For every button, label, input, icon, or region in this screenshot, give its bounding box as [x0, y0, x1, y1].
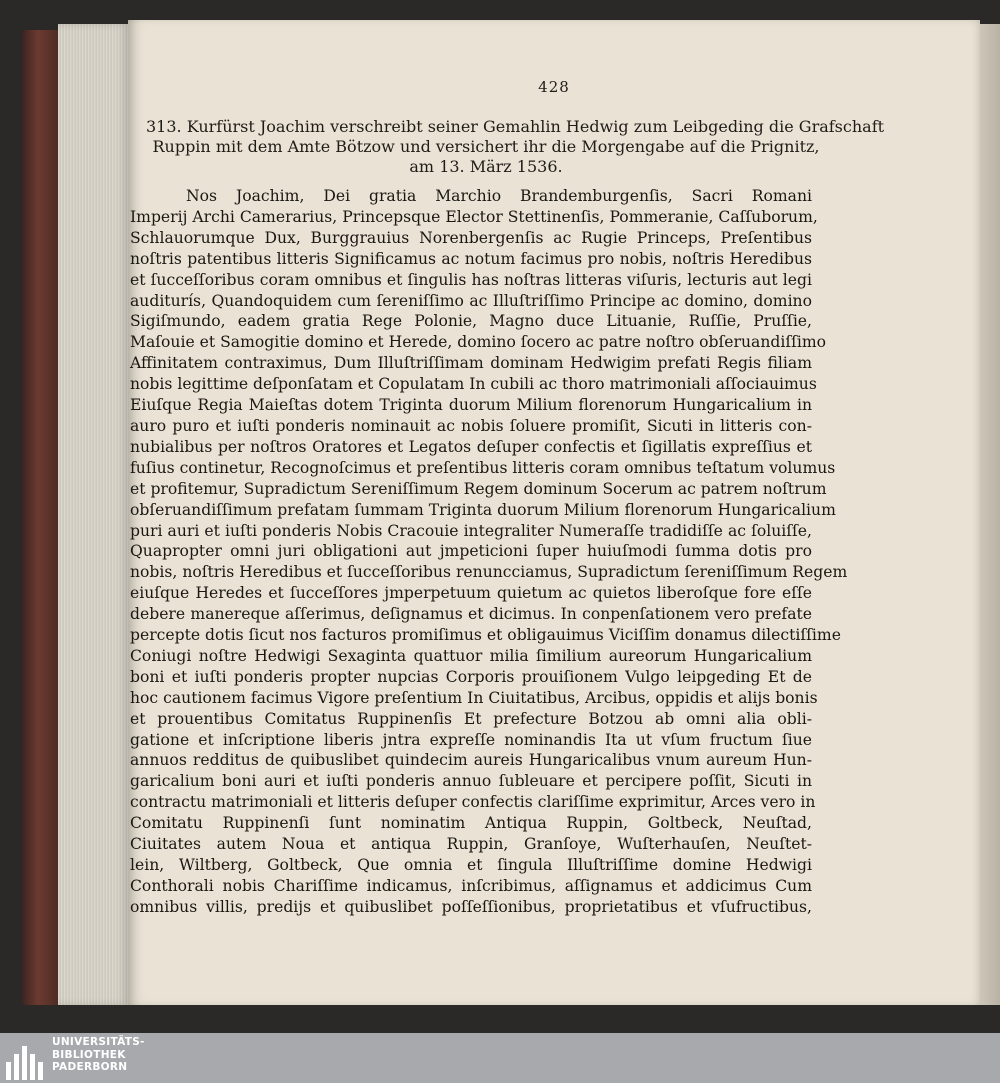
text-line: Ciuitates autem Noua et antiqua Ruppin, Granſoye, Wuſterhauſen, Neuſtet-: [130, 835, 812, 854]
document-heading: [146, 117, 885, 177]
right-page-edge: [978, 24, 1000, 1005]
page-edges: [58, 24, 130, 1005]
text-line: fuſius continetur, Recognoſcimus et preſentibus litteris coram omnibus teſtatum volumus: [130, 458, 836, 477]
text-line: nubialibus per noſtros Oratores et Legatos deſuper confectis et ſigillatis expreſſius et: [130, 437, 812, 456]
text-line: et prouentibus Comitatus Ruppinenſis Et prefecture Botzou ab omni alia obli-: [130, 709, 812, 728]
text-line: et ſucceſſoribus coram omnibus et ſingulis has noſtras litteras viſuris, lecturis aut legi: [130, 270, 812, 289]
text-line: Comitatu Ruppinenſi ſunt nominatim Antiqua Ruppin, Goltbeck, Neuſtad,: [130, 814, 812, 833]
footer-banner: [0, 1033, 1000, 1083]
text-line: Quapropter omni juri obligationi aut jmpeticioni ſuper huiuſmodi ſumma dotis pro: [130, 542, 812, 561]
text-line: omnibus villis, predijs et quibuslibet poſſeſſionibus, proprietatibus et vſufructibus,: [130, 897, 812, 916]
text-line: debere manereque aſſerimus, deſignamus et dicimus. In conpenſationem vero prefate: [130, 605, 812, 624]
text-line: auro puro et iuſti ponderis nominauit ac nobis ſoluere promiſit, Sicuti in litteris con-: [130, 416, 812, 435]
text-line: Nos Joachim, Dei gratia Marchio Brandemburgenſis, Sacri Romani: [186, 187, 812, 205]
text-line: et profitemur, Supradictum Sereniſſimum Regem dominum Socerum ac patrem noſtrum: [130, 479, 827, 498]
text-line: Maſouie et Samogitie domino et Herede, domino ſocero ac patre noſtro obſeruandiſſimo: [130, 333, 827, 352]
text-line: Coniugi noſtre Hedwigi Sexaginta quattuor milia ſimilium aureorum Hungaricalium: [130, 646, 812, 665]
text-line: contractu matrimoniali et litteris deſuper confectis clariſſime exprimitur, Arces vero in: [130, 793, 816, 812]
library-logo-icon: [6, 1038, 48, 1080]
text-line: hoc cautionem facimus Vigore preſentium In Ciuitatibus, Arcibus, oppidis et alijs bonis: [130, 688, 818, 707]
institution-line-1: UNIVERSITÄTS-: [52, 1036, 145, 1048]
text-line: Eiuſque Regia Maieſtas dotem Triginta duorum Milium florenorum Hungaricalium in: [130, 396, 812, 415]
text-line: eiuſque Heredes et ſucceſſores jmperpetuum quietum ac quietos liberoſque fore eſſe: [130, 584, 812, 603]
institution-name: [52, 1036, 145, 1074]
book-cover: [22, 30, 62, 1005]
text-line: boni et iuſti ponderis propter nupcias Corporis prouiſionem Vulgo leipgeding Et de: [130, 667, 812, 686]
text-line: noſtris patentibus litteris Significamus ac notum facimus pro nobis, noſtris Heredibus: [130, 249, 812, 268]
text-line: nobis, noſtris Heredibus et ſucceſſoribus renuncciamus, Supradictum ſereniſſimum Regem: [130, 563, 848, 582]
text-line: Conthorali nobis Chariſſime indicamus, inſcribimus, aſſignamus et addicimus Cum: [130, 876, 812, 895]
text-line: Affinitatem contraximus, Dum Illuſtriſſimam dominam Hedwigim prefati Regis filiam: [130, 354, 812, 373]
text-line: puri auri et iuſti ponderis Nobis Cracouie integraliter Numeraſſe tradidiſſe ac ſoluiſſe,: [130, 521, 812, 540]
institution-line-3: PADERBORN: [52, 1061, 128, 1073]
text-line: Schlauorumque Dux, Burggrauius Norenbergenſis ac Rugie Princeps, Preſentibus: [130, 228, 812, 247]
text-line: annuos redditus de quibuslibet quindecim aureis Hungaricalibus vnum aureum Hun-: [130, 751, 812, 770]
text-line: garicalium boni auri et iuſti ponderis annuo ſubleuare et percipere poſſit, Sicuti in: [130, 772, 812, 791]
text-line: Imperij Archi Camerarius, Princepsque Elector Stettinenſis, Pommeranie, Caſſuborum,: [130, 207, 818, 226]
heading-line-3: am 13. März 1536.: [409, 157, 563, 176]
institution-line-2: BIBLIOTHEK: [52, 1048, 126, 1061]
heading-line-2: Ruppin mit dem Amte Bötzow und versichert ihr die Morgengabe auf die Prignitz,: [152, 137, 820, 156]
page-number: 428: [538, 78, 570, 96]
text-line: obſeruandiſſimum prefatam ſummam Triginta duorum Milium florenorum Hungaricalium: [130, 500, 836, 519]
text-line: Sigiſmundo, eadem gratia Rege Polonie, Magno duce Lituanie, Ruſſie, Pruſſie,: [130, 312, 812, 331]
document-body: [130, 186, 848, 918]
heading-line-1: 313. Kurfürst Joachim verschreibt seiner Gemahlin Hedwig zum Leibgeding die Grafschaft: [146, 117, 885, 136]
text-line: percepte dotis ſicut nos facturos promiſimus et obligauimus Viciſſim donamus dilectiſſime: [130, 626, 841, 645]
text-line: nobis legittime deſponſatam et Copulatam In cubili ac thoro matrimoniali aſſociauimus: [130, 375, 817, 394]
text-line: gatione et inſcriptione liberis jntra expreſſe nominandis Ita ut vſum fructum ſiue: [130, 730, 812, 749]
text-line: auditurís, Quandoquidem cum ſereniſſimo ac Illuſtriſſimo Principe ac domino, domino: [130, 291, 812, 310]
text-line: lein, Wiltberg, Goltbeck, Que omnia et ſingula Illuſtriſſime domine Hedwigi: [130, 856, 812, 874]
